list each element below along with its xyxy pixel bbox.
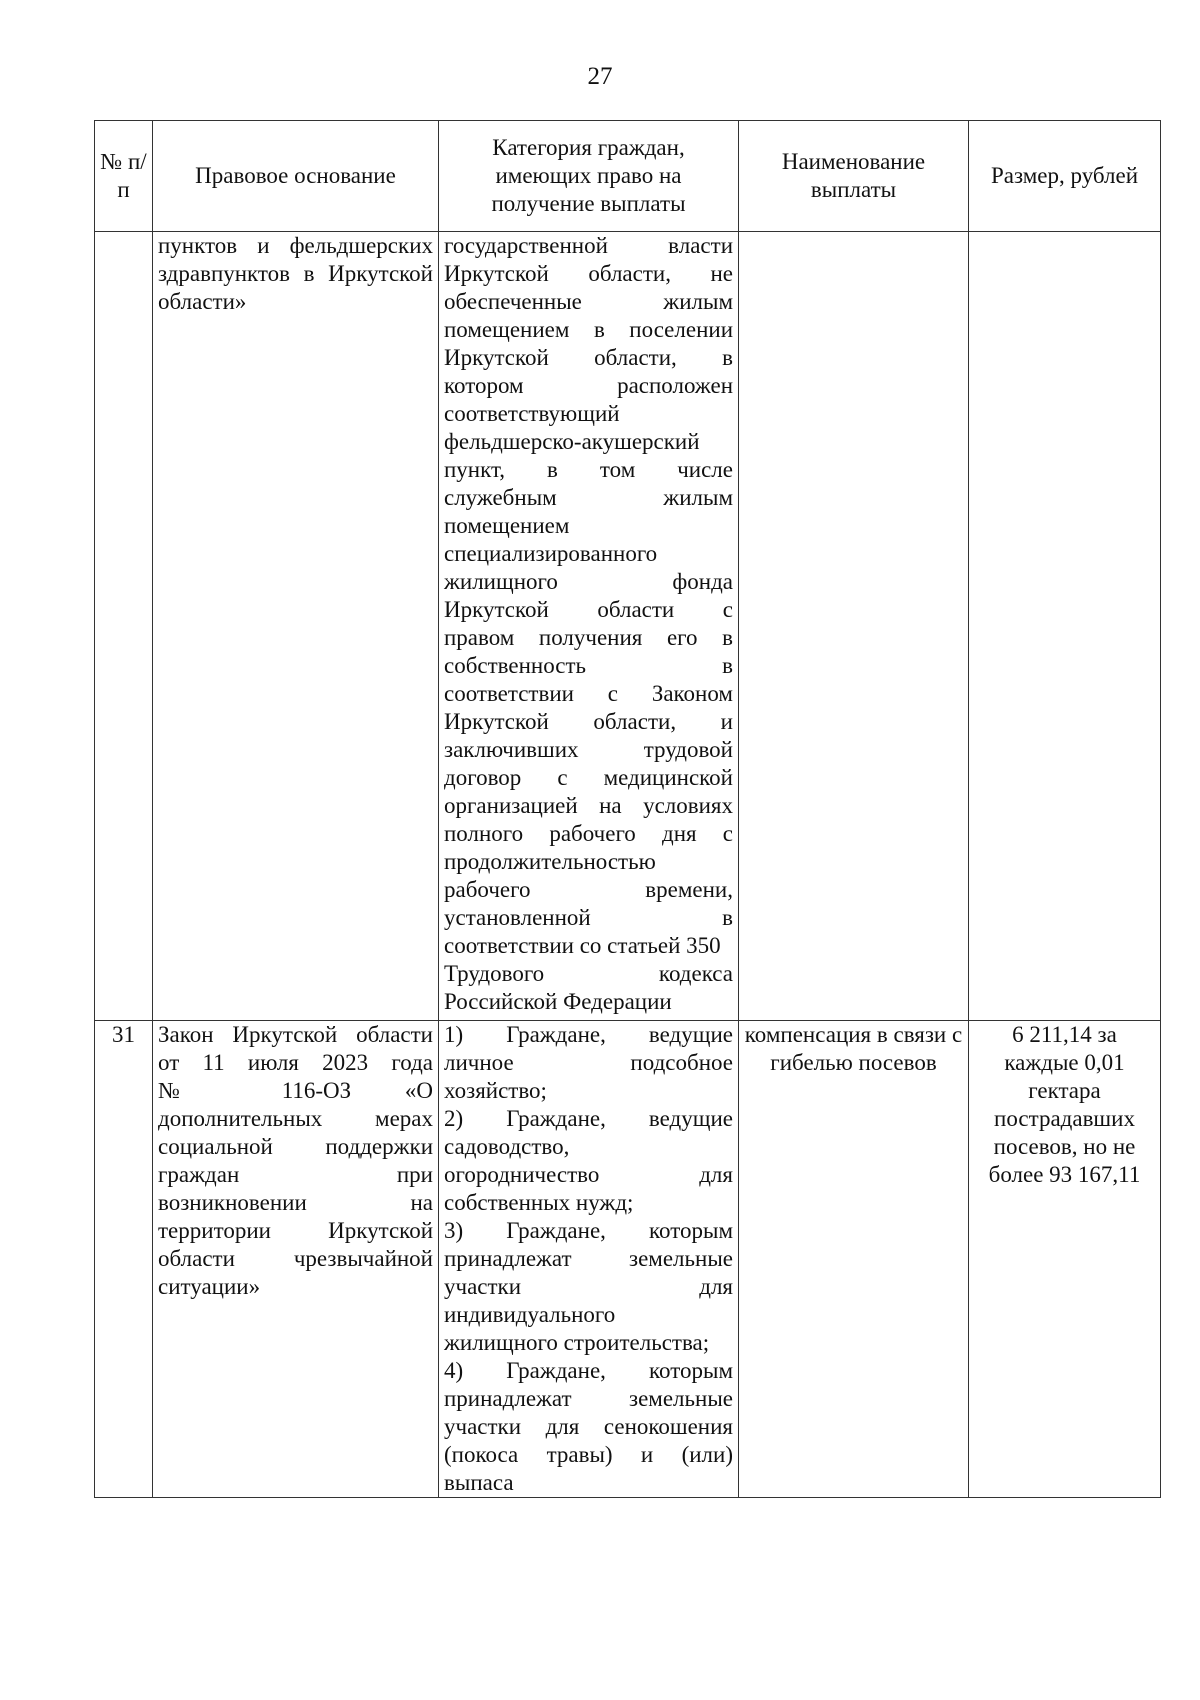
text-line: 2) Граждане, ведущие [444,1106,733,1131]
text-line: организацией на условиях [444,793,733,818]
text-line: Иркутской области, в [444,345,733,370]
legal-basis-cell [153,1021,439,1498]
text-line: садоводство, [444,1134,570,1159]
text-line: социальной поддержки [158,1134,433,1159]
text-line: принадлежат земельные [444,1386,733,1411]
text-line: заключивших трудовой [444,737,733,762]
text-line: пункт, в том числе [444,457,733,482]
text-line: здравпунктов в Иркутской [158,261,433,286]
text-line: Трудового кодекса [444,961,733,986]
table-row [95,232,1161,1021]
legal-basis-cell [153,232,439,1021]
amount-cell [969,232,1161,1021]
text-line: возникновении на [158,1190,433,1215]
text-line: Российской Федерации [444,989,672,1014]
text-line: жилищного фонда [444,569,733,594]
text-line: соответствии с Законом [444,681,733,706]
text-line: выпаса [444,1470,514,1495]
table-header-row [95,121,1161,232]
text-line: (покоса травы) и (или) [444,1442,733,1467]
text-line: рабочего времени, [444,877,733,902]
text-line: 4) Граждане, которым [444,1358,733,1383]
text-line: Закон Иркутской области [158,1022,433,1047]
text-line: хозяйство; [444,1078,547,1103]
text-line: соответствии со статьей 350 [444,933,721,958]
text-line: принадлежат земельные [444,1246,733,1271]
text-line: договор с медицинской [444,765,733,790]
text-line: индивидуального [444,1302,616,1327]
text-line: установленной в [444,905,733,930]
text-line: участки для [444,1274,733,1299]
page-number: 27 [587,63,613,90]
text-line: № 116-ОЗ «О [158,1078,433,1103]
text-line: помещением в поселении [444,317,733,342]
text-line: государственной власти [444,233,733,258]
amount-cell: 6 211,14 за каждые 0,01 гектара пострадавших посевов, но не более 93 167,11 [969,1021,1161,1498]
text-line: полного рабочего дня с [444,821,733,846]
row-number-cell [95,232,153,1021]
text-line: области чрезвычайной [158,1246,433,1271]
text-line: дополнительных мерах [158,1106,433,1131]
row-number-cell: 31 [95,1021,153,1498]
text-line: от 11 июля 2023 года [158,1050,433,1075]
header-citizen-category: Категория граждан, имеющих право на получение выплаты [439,121,739,232]
text-line: соответствующий [444,401,620,426]
text-line: личное подсобное [444,1050,733,1075]
text-line: Иркутской области с [444,597,733,622]
header-payment-name: Наименование выплаты [739,121,969,232]
text-line: области» [158,289,247,314]
text-line: участки для сенокошения [444,1414,733,1439]
text-line: 3) Граждане, которым [444,1218,733,1243]
text-line: 1) Граждане, ведущие [444,1022,733,1047]
payments-table [94,120,1161,1498]
text-line: огородничество для [444,1162,733,1187]
text-line: собственность в [444,653,733,678]
header-number: № п/п [95,121,153,232]
header-legal-basis: Правовое основание [153,121,439,232]
text-line: территории Иркутской [158,1218,433,1243]
text-line: ситуации» [158,1274,261,1299]
text-line: продолжительностью [444,849,656,874]
text-line: правом получения его в [444,625,733,650]
text-line: Иркутской области, не [444,261,733,286]
citizen-category-cell [439,1021,739,1498]
text-line: обеспеченные жилым [444,289,733,314]
table-row [95,1021,1161,1498]
text-line: жилищного строительства; [444,1330,710,1355]
text-line: фельдшерско-акушерский [444,429,700,454]
text-line: специализированного [444,541,658,566]
text-line: собственных нужд; [444,1190,634,1215]
text-line: котором расположен [444,373,733,398]
text-line: пунктов и фельдшерских [158,233,433,258]
payment-name-cell [739,232,969,1021]
header-amount: Размер, рублей [969,121,1161,232]
text-line: граждан при [158,1162,433,1187]
text-line: служебным жилым [444,485,733,510]
citizen-category-cell [439,232,739,1021]
text-line: Иркутской области, и [444,709,733,734]
payment-name-cell: компенсация в связи с гибелью посевов [739,1021,969,1498]
text-line: помещением [444,513,570,538]
